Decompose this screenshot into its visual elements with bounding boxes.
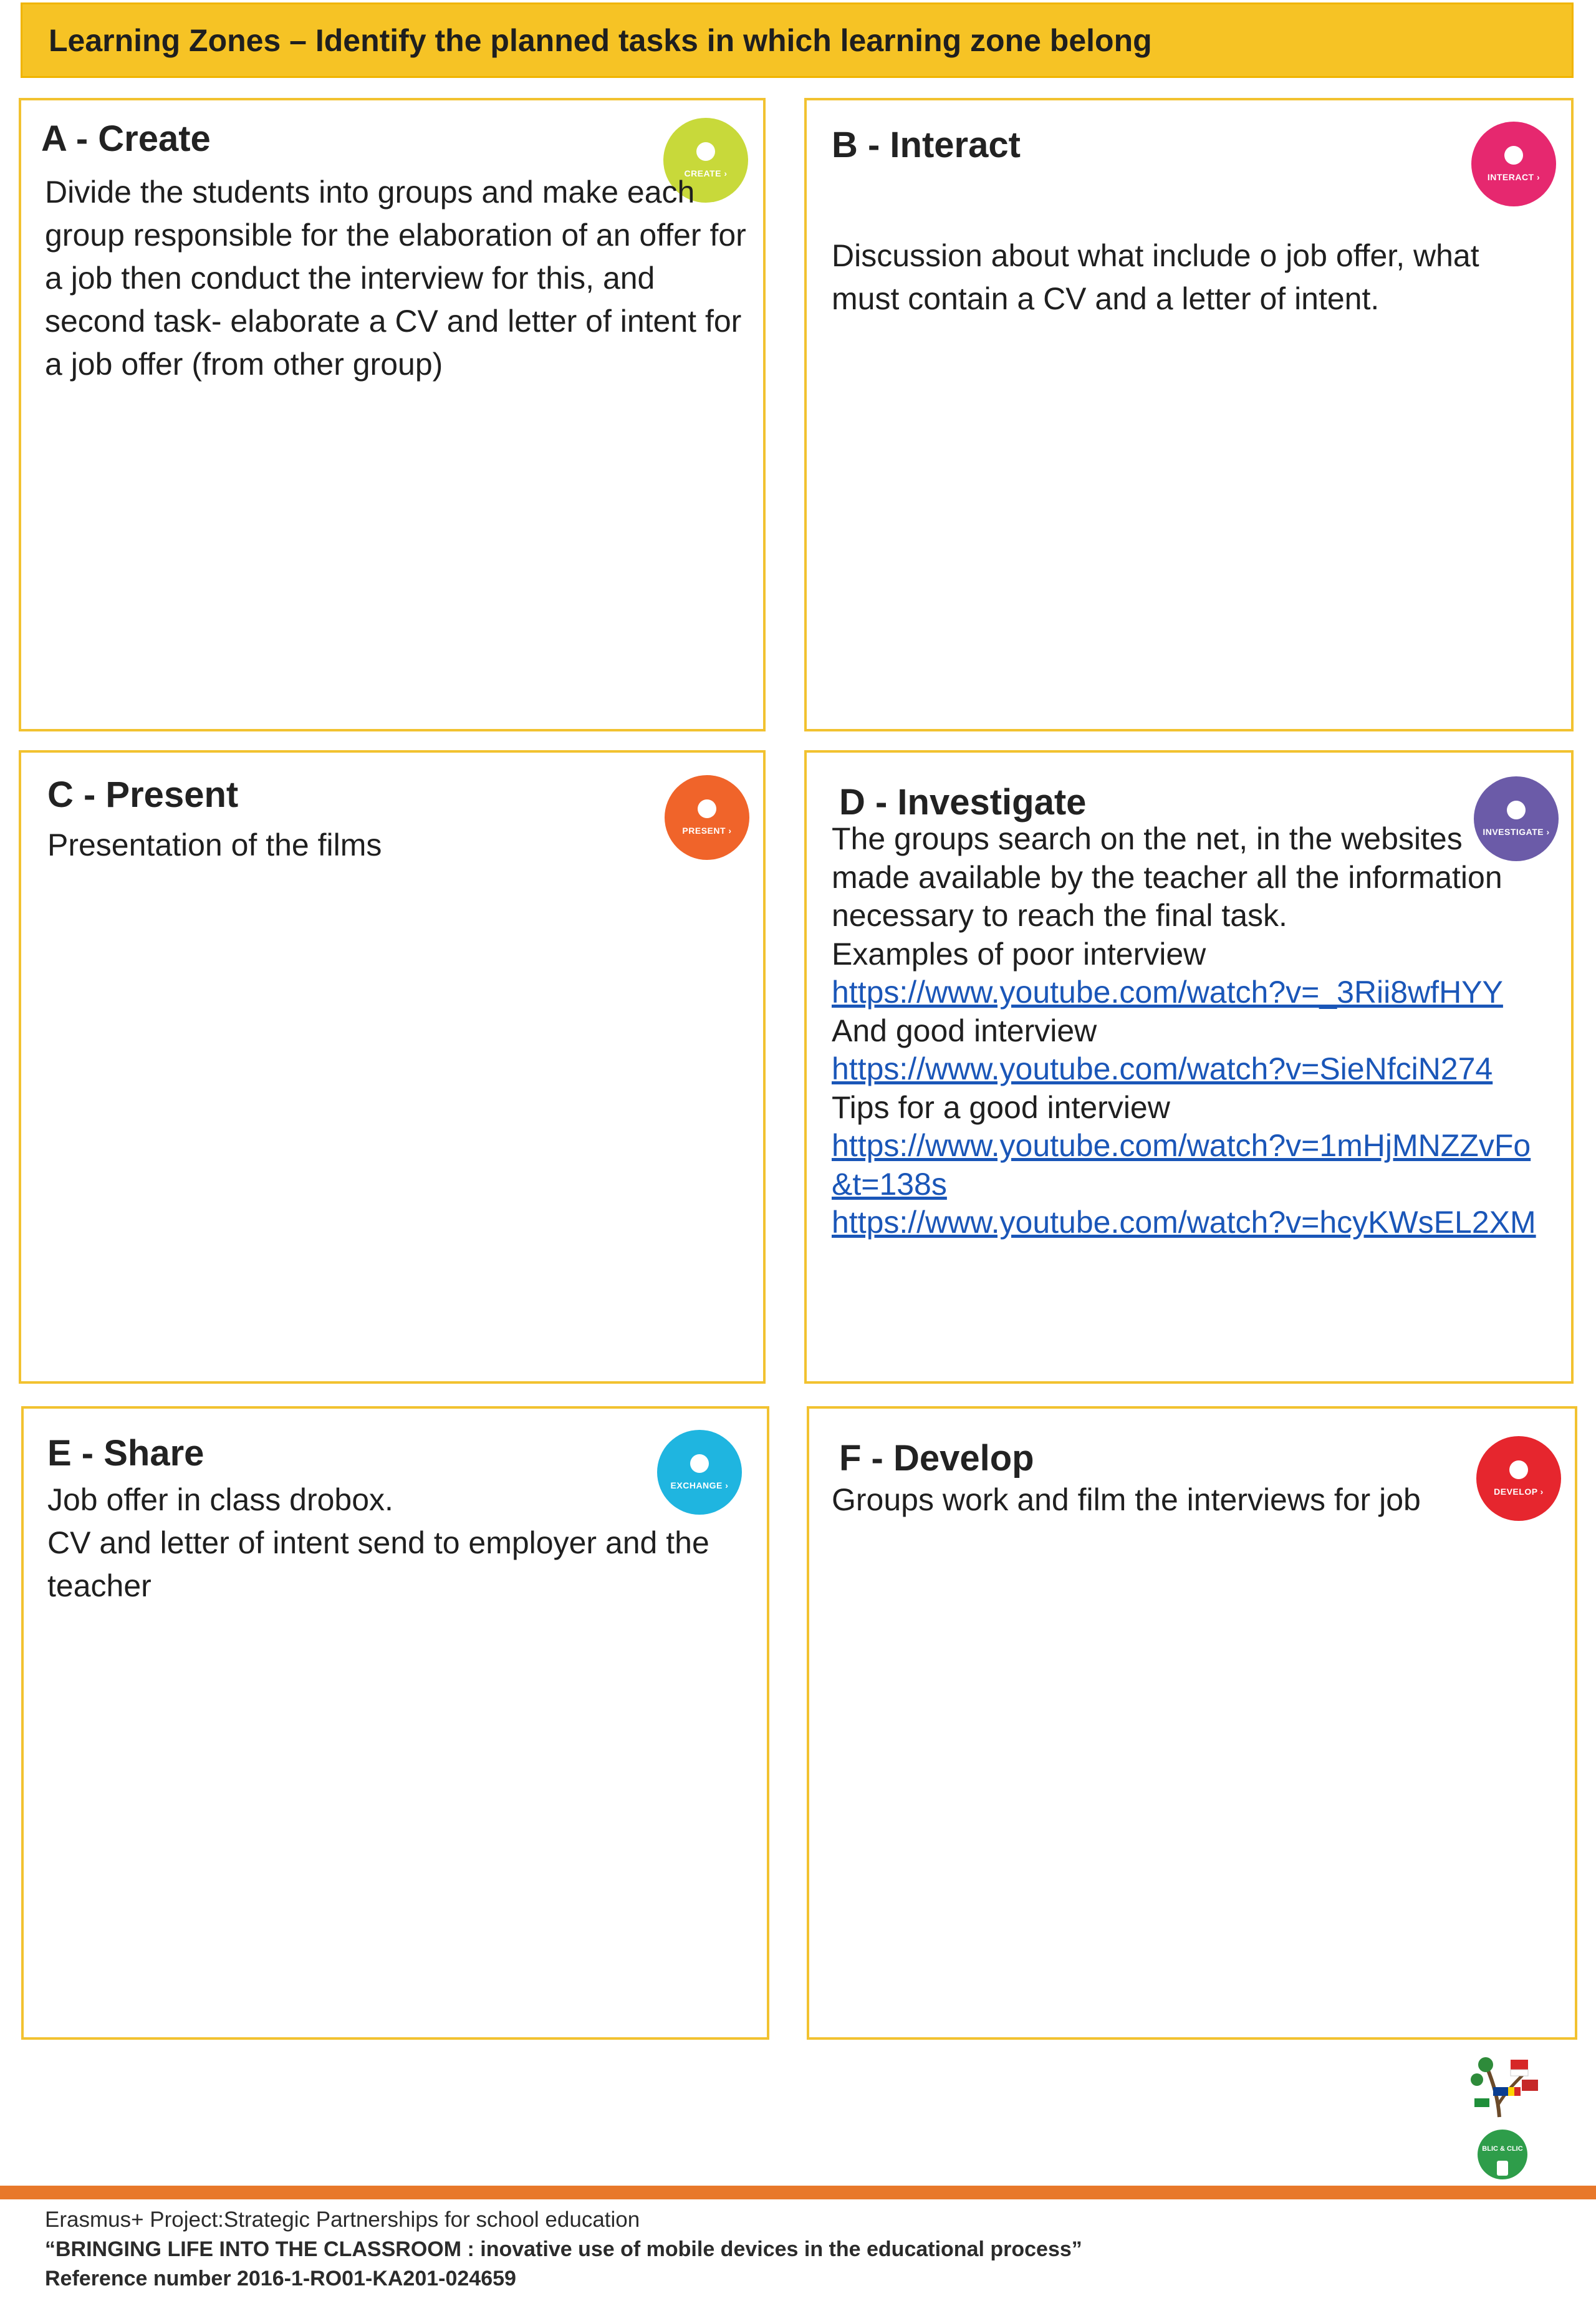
zone-description [47, 1479, 746, 1608]
interact-icon [1471, 122, 1556, 206]
zone-icon-caption: EXCHANGE › [670, 1480, 729, 1490]
zone-title: C - Present [47, 774, 239, 815]
zone-description [45, 171, 749, 386]
good-interview-label: And good interview [832, 1013, 1097, 1048]
tips-link[interactable]: https://www.youtube.com/watch?v=1mHjMNZZvFo&t=138s [832, 1128, 1531, 1202]
zone-description [832, 820, 1542, 1242]
zone-description [47, 824, 733, 867]
footer-divider [0, 2186, 1596, 2199]
zone-icon-caption: INTERACT › [1487, 172, 1541, 182]
zone-title: D - Investigate [839, 782, 1087, 823]
zone-title: F - Develop [839, 1438, 1034, 1479]
zone-icon-caption: CREATE › [684, 168, 728, 178]
good-interview-link[interactable]: https://www.youtube.com/watch?v=SieNfciN274 [832, 1051, 1493, 1086]
poor-interview-link[interactable]: https://www.youtube.com/watch?v=_3Rii8wfHYY [832, 975, 1503, 1010]
zone-icon-caption: INVESTIGATE › [1483, 827, 1550, 837]
zone-paragraph: CV and letter of intent send to employer and the teacher [47, 1525, 709, 1603]
zone-title: E - Share [47, 1433, 204, 1474]
zone-card-present [19, 750, 766, 1384]
zone-title: B - Interact [832, 125, 1021, 165]
footer-project-line: Erasmus+ Project:Strategic Partnerships for school education [45, 2207, 640, 2232]
zone-description [832, 1479, 1555, 1522]
footer-reference-number: Reference number 2016-1-RO01-KA201-024659 [45, 2267, 516, 2290]
project-logo [1462, 2048, 1543, 2179]
zone-paragraph: Groups work and film the interviews for job [832, 1482, 1421, 1517]
zone-icon-caption: PRESENT › [682, 826, 732, 836]
tips-link[interactable]: https://www.youtube.com/watch?v=hcyKWsEL2XM [832, 1205, 1536, 1240]
zone-paragraph: Discussion about what include o job offer, what must contain a CV and a letter of intent. [832, 238, 1479, 316]
zone-card-interact [804, 98, 1574, 731]
zone-paragraph: The groups search on the net, in the websites made available by the teacher all the information necessary to reach the final task. [832, 821, 1502, 933]
page-title: Learning Zones – Identify the planned tasks in which learning zone belong [21, 2, 1574, 78]
zone-description [832, 234, 1549, 321]
zone-paragraph: Job offer in class drobox. [47, 1482, 393, 1517]
zone-card-share [21, 1406, 769, 2040]
tips-label: Tips for a good interview [832, 1089, 1170, 1125]
zone-paragraph: Presentation of the films [47, 827, 382, 862]
zone-title: A - Create [41, 118, 211, 159]
zone-card-create [19, 98, 766, 731]
zone-icon-caption: DEVELOP › [1494, 1487, 1544, 1497]
logo-text: BLIC & CLIC [1482, 2145, 1523, 2153]
footer-project-title: “BRINGING LIFE INTO THE CLASSROOM : inovative use of mobile devices in the educational process” [45, 2237, 1082, 2261]
zone-card-investigate [804, 750, 1574, 1384]
zone-card-develop [807, 1406, 1577, 2040]
poor-interview-label: Examples of poor interview [832, 936, 1206, 972]
zone-paragraph: Divide the students into groups and make each group responsible for the elaboration of an offer for a job then conduct the interview for this, and second task- elaborate a CV and letter of intent for a job offer (from other group) [45, 175, 746, 382]
